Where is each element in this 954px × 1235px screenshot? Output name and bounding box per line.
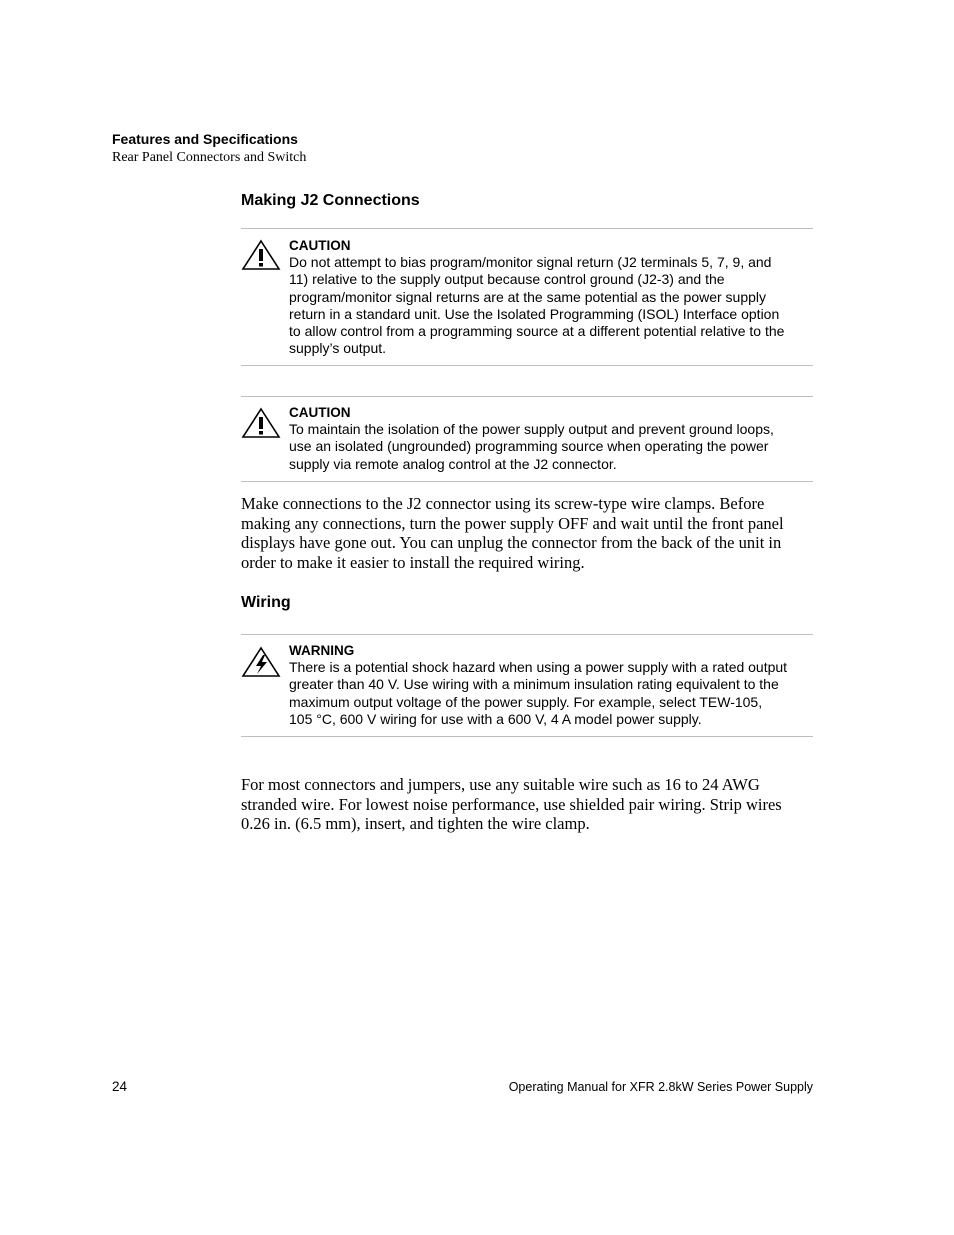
caution-box-2 <box>241 396 813 482</box>
paragraph-line: order to make it easier to install the required wiring. <box>241 552 585 572</box>
caution-triangle-icon <box>241 239 281 276</box>
warning-title: WARNING <box>289 643 355 658</box>
paragraph-j2-connections <box>241 494 813 572</box>
warning-box <box>241 634 813 737</box>
caution-title: CAUTION <box>289 238 351 253</box>
caution-text-line: Do not attempt to bias program/monitor signal return (J2 terminals 5, 7, 9, and <box>289 254 772 271</box>
paragraph-line: Make connections to the J2 connector using its screw-type wire clamps. Before <box>241 494 765 513</box>
page-number: 24 <box>112 1079 128 1094</box>
paragraph-wiring <box>241 775 813 834</box>
footer-title: Operating Manual for XFR 2.8kW Series Power Supply <box>508 1080 813 1094</box>
caution-text-line: use an isolated (ungrounded) programming source when operating the power <box>289 438 769 455</box>
caution-text-line: to allow control from a programming source at a different potential relative to the <box>289 323 785 340</box>
caution-text-line: supply’s output. <box>289 340 387 357</box>
caution-text-line: program/monitor signal returns are at the same potential as the power supply <box>289 288 767 305</box>
caution-text-line: return in a standard unit. Use the Isolated Programming (ISOL) Interface option <box>289 305 780 322</box>
caution-triangle-icon <box>241 407 281 444</box>
caution-text-line: To maintain the isolation of the power supply output and prevent ground loops, <box>289 421 774 438</box>
shock-hazard-icon <box>241 646 281 683</box>
heading-wiring: Wiring <box>241 594 291 611</box>
warning-text-line: 105 °C, 600 V wiring for use with a 600 V, 4 A model power supply. <box>289 710 702 727</box>
paragraph-line: stranded wire. For lowest noise performance, use shielded pair wiring. Strip wires <box>241 794 782 814</box>
paragraph-line: For most connectors and jumpers, use any suitable wire such as 16 to 24 AWG <box>241 775 760 794</box>
running-header-subsection: Rear Panel Connectors and Switch <box>112 150 307 165</box>
warning-text-line: There is a potential shock hazard when using a power supply with a rated output <box>289 659 788 676</box>
caution-box-1 <box>241 228 813 366</box>
paragraph-line: displays have gone out. You can unplug the connector from the back of the unit in <box>241 533 782 553</box>
caution-title: CAUTION <box>289 405 351 420</box>
warning-text-line: greater than 40 V. Use wiring with a minimum insulation rating equivalent to the <box>289 676 779 693</box>
heading-making-j2-connections: Making J2 Connections <box>241 192 420 209</box>
paragraph-line: 0.26 in. (6.5 mm), insert, and tighten the wire clamp. <box>241 814 590 834</box>
caution-text-line: supply via remote analog control at the J2 connector. <box>289 455 617 472</box>
paragraph-line: making any connections, turn the power supply OFF and wait until the front panel <box>241 513 784 533</box>
running-header-section: Features and Specifications <box>112 131 298 147</box>
caution-text-line: 11) relative to the supply output because control ground (J2-3) and the <box>289 271 725 288</box>
warning-text-line: maximum output voltage of the power supply. For example, select TEW-105, <box>289 693 763 710</box>
